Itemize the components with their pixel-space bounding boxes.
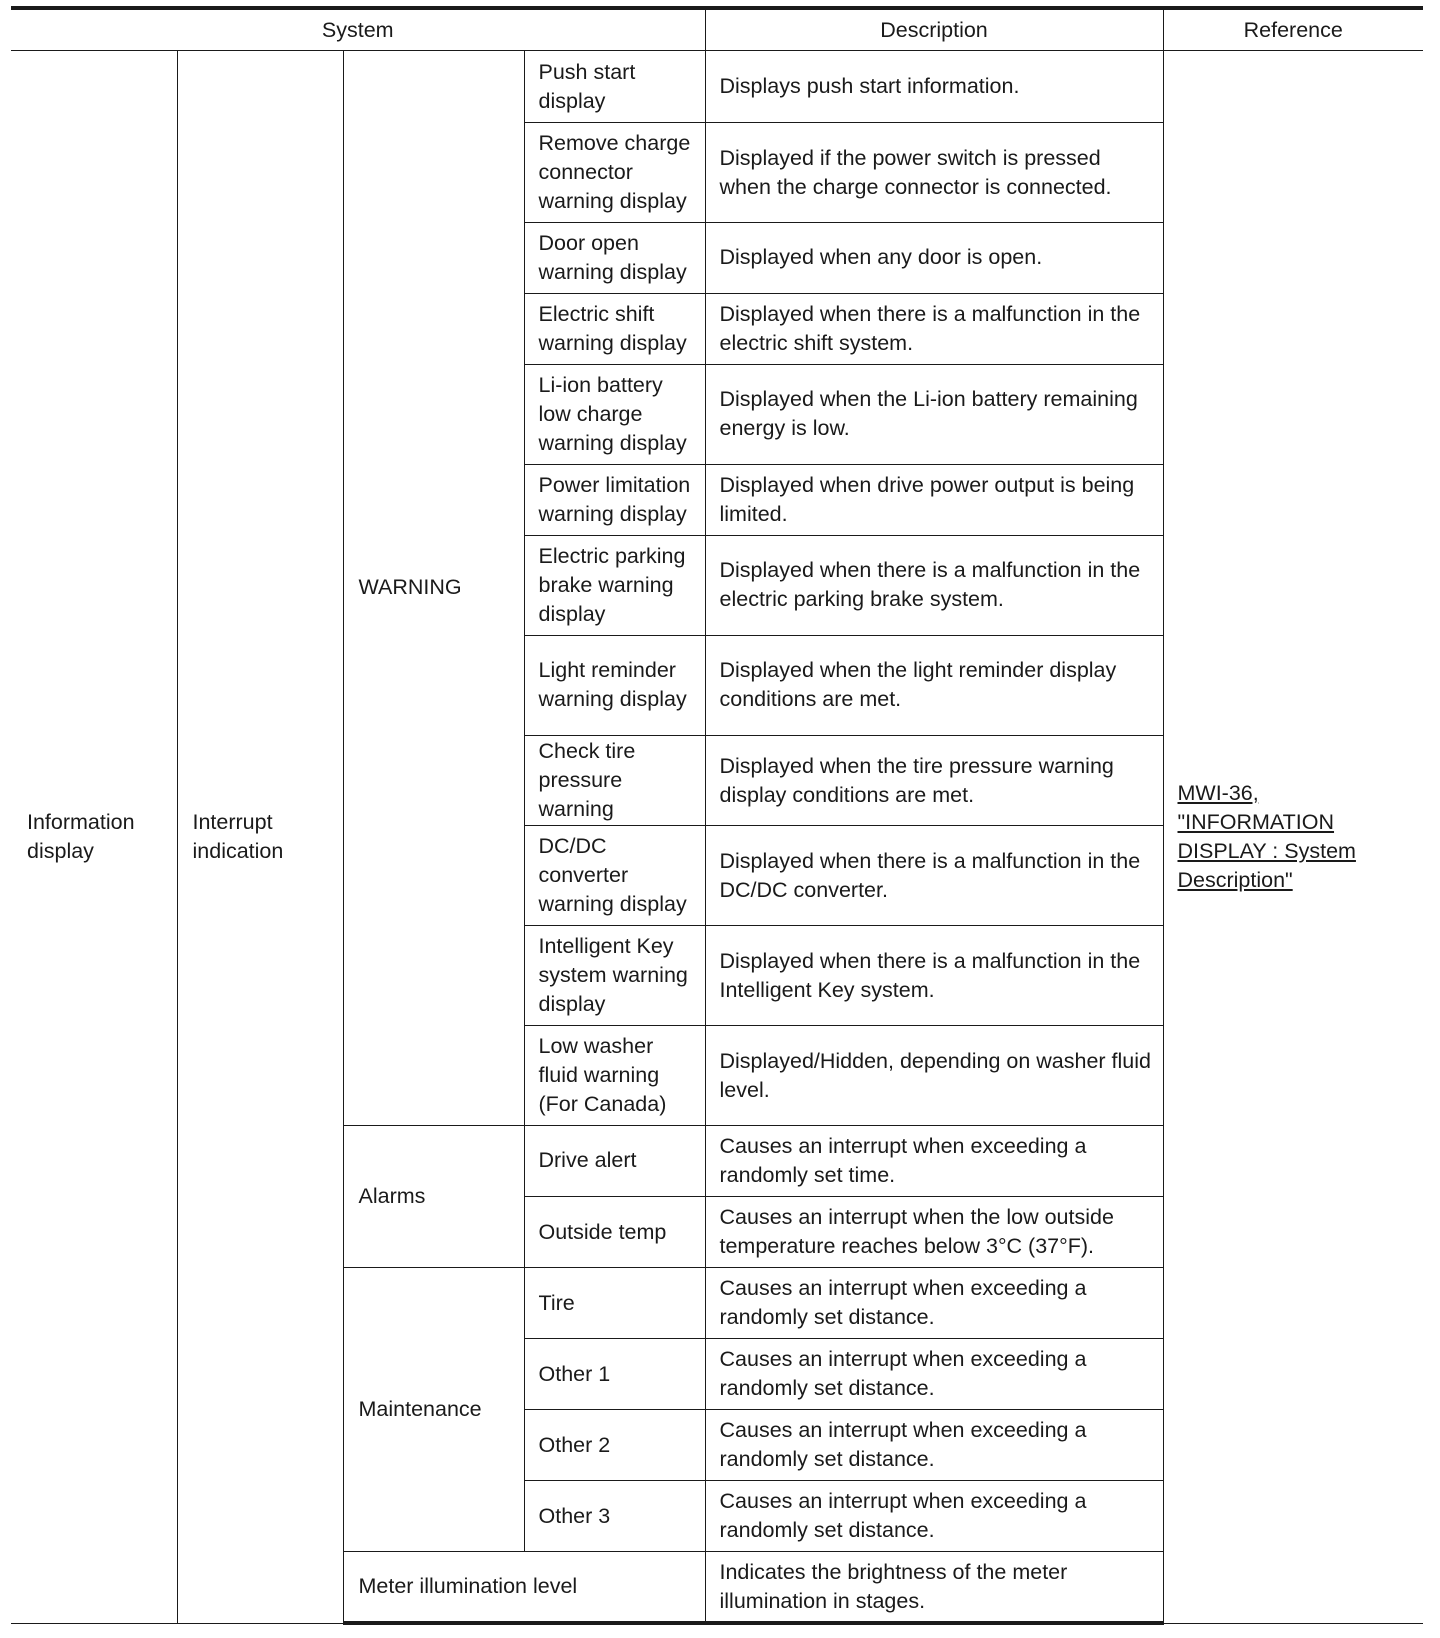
row-item: Door open warning display — [524, 222, 705, 293]
row-description: Displayed when there is a malfunction in the Intelligent Key system. — [705, 926, 1163, 1026]
row-description: Displayed when drive power output is being limited. — [705, 464, 1163, 535]
table-row — [11, 51, 1423, 123]
row-item: Electric shift warning display — [524, 294, 705, 365]
row-item: Drive alert — [524, 1125, 705, 1196]
row-item: DC/DC converter warning display — [524, 826, 705, 926]
row-description: Causes an interrupt when the low outside temperature reaches below 3°C (37°F). — [705, 1197, 1163, 1268]
row-item: Low washer fluid warning (For Canada) — [524, 1026, 705, 1126]
row-description: Displayed if the power switch is pressed when the charge connector is connected. — [705, 123, 1163, 223]
row-description: Causes an interrupt when exceeding a randomly set time. — [705, 1125, 1163, 1196]
row-description: Causes an interrupt when exceeding a randomly set distance. — [705, 1410, 1163, 1481]
row-description: Displayed when the light reminder display conditions are met. — [705, 635, 1163, 735]
header-reference: Reference — [1163, 8, 1423, 51]
row-item: Other 1 — [524, 1339, 705, 1410]
row-item: Light reminder warning display — [524, 635, 705, 735]
row-description: Displayed when there is a malfunction in the electric parking brake system. — [705, 535, 1163, 635]
row-description: Causes an interrupt when exceeding a randomly set distance. — [705, 1268, 1163, 1339]
row-item: Push start display — [524, 51, 705, 123]
group-warning: WARNING — [343, 51, 524, 1126]
row-description: Causes an interrupt when exceeding a randomly set distance. — [705, 1481, 1163, 1552]
row-description: Displayed when any door is open. — [705, 222, 1163, 293]
row-item: Power limitation warning display — [524, 464, 705, 535]
group-alarms: Alarms — [343, 1125, 524, 1267]
row-item: Li-ion battery low charge warning display — [524, 365, 705, 465]
system-description-table — [11, 6, 1423, 1625]
row-description: Displayed/Hidden, depending on washer fluid level. — [705, 1026, 1163, 1126]
row-item: Outside temp — [524, 1197, 705, 1268]
row-item: Other 2 — [524, 1410, 705, 1481]
row-item: Tire — [524, 1268, 705, 1339]
meter-illumination-item: Meter illumination level — [343, 1552, 705, 1623]
row-item: Intelligent Key system warning display — [524, 926, 705, 1026]
row-description: Displayed when the Li-ion battery remaining energy is low. — [705, 365, 1163, 465]
table-header-row — [11, 8, 1423, 51]
row-description: Displayed when the tire pressure warning display conditions are met. — [705, 735, 1163, 826]
row-description: Displays push start information. — [705, 51, 1163, 123]
row-item: Electric parking brake warning display — [524, 535, 705, 635]
reference-cell — [1163, 51, 1423, 1624]
reference-link[interactable]: MWI-36, "INFORMATION DISPLAY : System Description" — [1177, 780, 1356, 892]
row-item: Other 3 — [524, 1481, 705, 1552]
row-description: Displayed when there is a malfunction in the DC/DC converter. — [705, 826, 1163, 926]
level1-information-display: Information display — [11, 51, 177, 1624]
row-description: Displayed when there is a malfunction in the electric shift system. — [705, 294, 1163, 365]
row-item: Check tire pressure warning — [524, 735, 705, 826]
row-description: Indicates the brightness of the meter illumination in stages. — [705, 1552, 1163, 1623]
header-description: Description — [705, 8, 1163, 51]
group-maintenance: Maintenance — [343, 1268, 524, 1552]
header-system: System — [11, 8, 705, 51]
row-item: Remove charge connector warning display — [524, 123, 705, 223]
row-description: Causes an interrupt when exceeding a randomly set distance. — [705, 1339, 1163, 1410]
level2-interrupt-indication: Interrupt indication — [177, 51, 343, 1624]
